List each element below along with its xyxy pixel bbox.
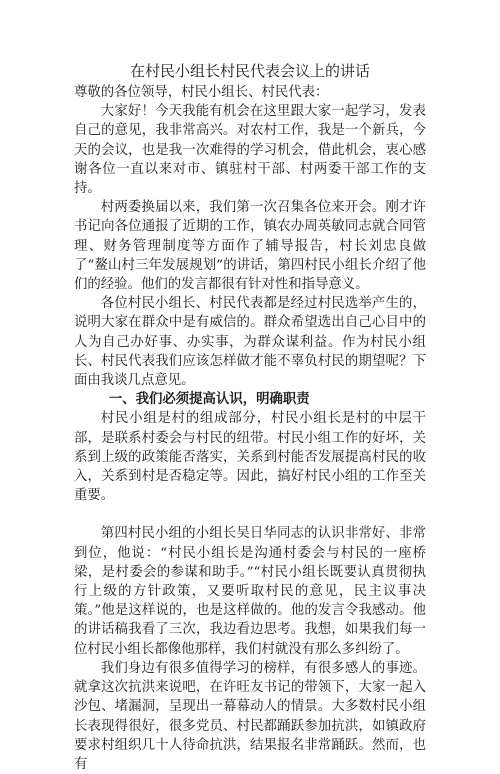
document-title: 在村民小组长村民代表会议上的讲话 [129, 62, 370, 80]
paragraph: 村民小组是村的组成部分，村民小组长是村的中层干部，是联系村委会与村民的纽带。村民小组工作的好坏，关系到上级的政策能否落实，关系到村能否发展提高村民的收入，关系到村是否稳定等。因此，搞好村民小组的工作至关重要。 [74, 411, 426, 504]
paragraph: 我们身边有很多值得学习的榜样，有很多感人的事迹。就拿这次抗洪来说吧，在许旺友书记的带领下，大家一起入沙包、堵漏洞，呈现出一幕幕动人的情景。大多数村民小组长表现得很好，很多党员、村民都踊跃参加抗洪，如镇政府要求村组织几十人待命抗洪，结果报名非常踊跃。然而，也有 [74, 660, 426, 772]
paragraph: 大家好！今天我能有机会在这里跟大家一起学习，发表自己的意见，我非常高兴。对农村工作，我是一个新兵，今天的会议，也是我一次难得的学习机会，借此机会，衷心感谢各位一直以来对市、镇驻村干部、村两委干部工作的支持。 [74, 104, 426, 197]
section-heading: 一、我们必须提高认识，明确职责 [108, 391, 310, 408]
salutation: 尊敬的各位领导，村民小组长、村民代表： [74, 85, 329, 100]
paragraph: 第四村民小组的小组长吴日华同志的认识非常好、非常到位，他说：“村民小组长是沟通村委会与村民的一座桥梁，是村委会的参谋和助手。”“村民小组长既要认真贯彻执行上级的方针政策，又要听取村民的意见，民主议事决策。”他是这样说的，也是这样做的。他的发言令我感动。他的讲话稿我看了三次，我边看边思考。我想，如果我们每一位村民小组长都像他那样，我们村就没有那么多纠纷了。 [74, 526, 426, 657]
paragraph: 村两委换届以来，我们第一次召集各位来开会。刚才许书记向各位通报了近期的工作，镇农办周英敏同志就合同管理、财务管理制度等方面作了辅导报告，村长刘忠良做了“鳌山村三年发展规划”的讲话，第四村民小组长介绍了他们的经验。他们的发言都很有针对性和指导意义。 [74, 200, 426, 293]
paragraph-spacer [74, 505, 426, 524]
paragraph: 各位村民小组长、村民代表都是经过村民选举产生的，说明大家在群众中是有威信的。群众希望选出自己心目中的人为自己办好事、办实事，为群众谋利益。作为村民小组长、村民代表我们应该怎样做才能不辜负村民的期望呢？下面由我谈几点意见。 [74, 296, 426, 389]
